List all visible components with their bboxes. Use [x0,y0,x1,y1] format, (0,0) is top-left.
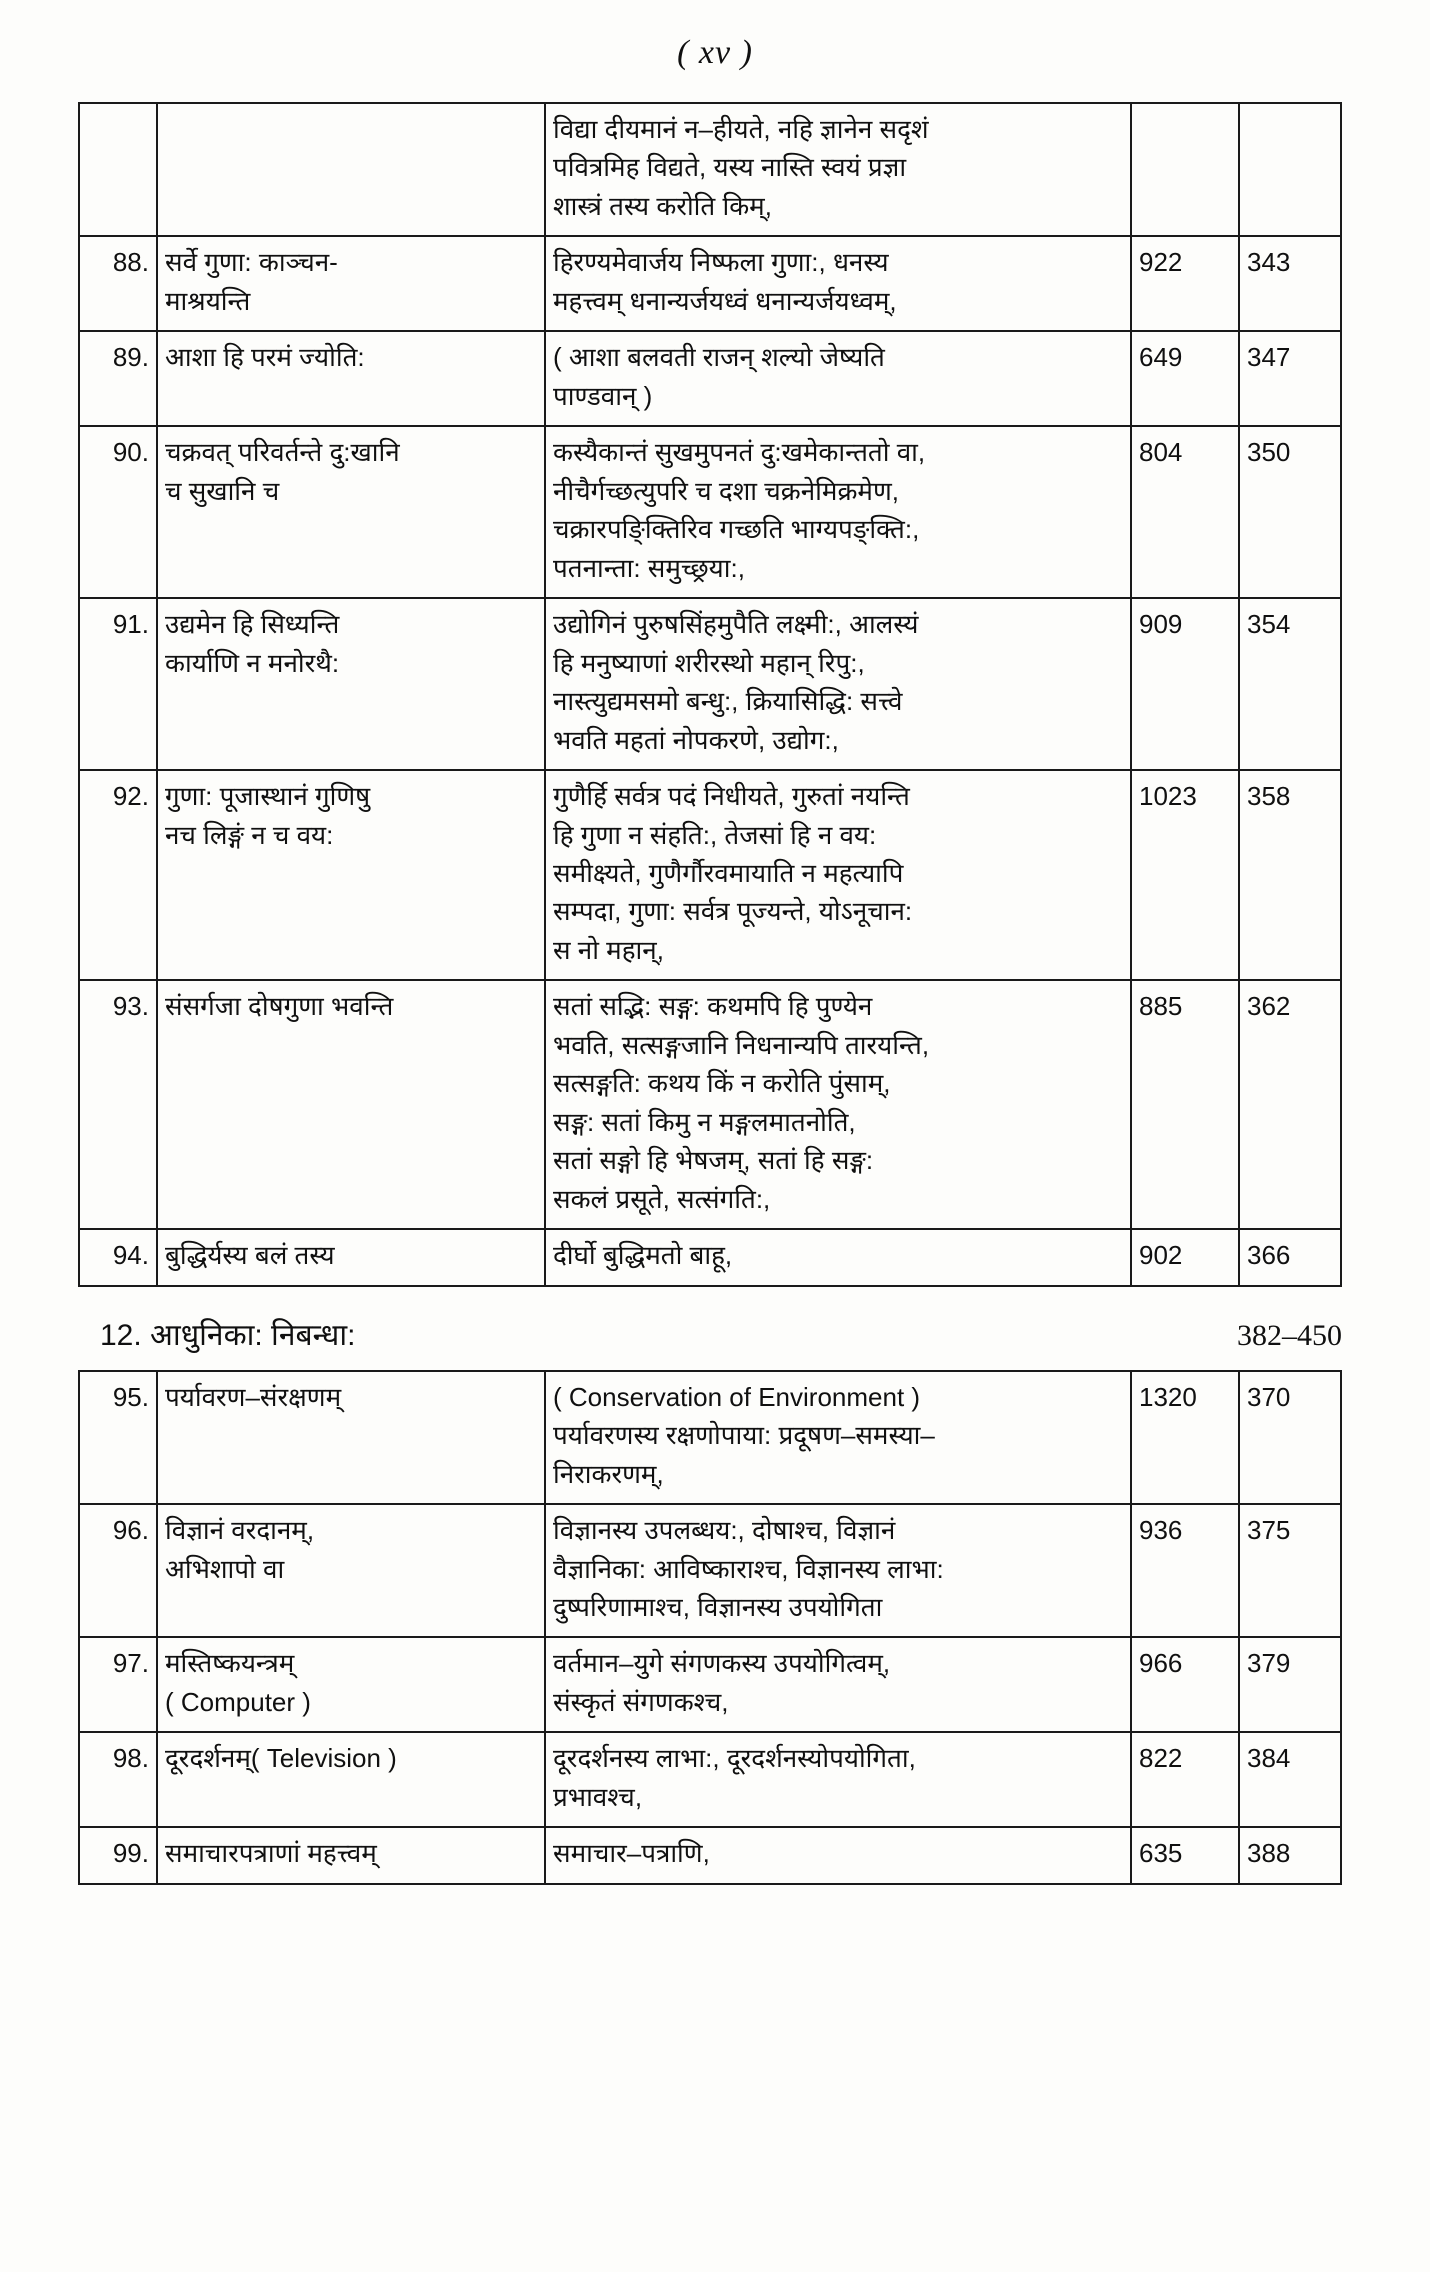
row-title [157,1229,545,1285]
row-number: 92. [79,770,157,980]
row-number [79,103,157,236]
text-line: चक्रवत् परिवर्तन्ते दु:खानि [165,437,400,468]
row-page-number [1239,103,1341,236]
text-line: उद्यमेन हि सिध्यन्ति [165,609,340,640]
text-line: पर्यावरणस्य रक्षणोपाया: प्रदूषण–समस्या– [553,1420,935,1451]
page-number: ( xv ) [677,34,753,71]
row-word-count: 804 [1131,426,1239,598]
table-row [79,236,1341,331]
row-word-count: 966 [1131,1637,1239,1732]
row-title [157,598,545,770]
text-line: सत्सङ्गति: कथय किं न करोति पुंसाम्, [553,1068,891,1099]
row-word-count: 1320 [1131,1371,1239,1504]
row-description [545,426,1131,598]
row-number: 94. [79,1229,157,1285]
row-description [545,1732,1131,1827]
text-line: समाचार–पत्राणि, [553,1838,710,1869]
row-page-number: 347 [1239,331,1341,426]
row-page-number: 384 [1239,1732,1341,1827]
row-description [545,980,1131,1229]
text-line: भवति महतां नोपकरणे, उद्योग:, [553,724,839,755]
text-line: पतनान्ता: समुच्छ्रया:, [553,552,745,583]
index-table-bottom [78,1370,1342,1885]
row-page-number: 354 [1239,598,1341,770]
row-page-number: 366 [1239,1229,1341,1285]
row-word-count: 822 [1131,1732,1239,1827]
row-page-number: 379 [1239,1637,1341,1732]
row-description [545,770,1131,980]
text-line: सतां सङ्गो हि भेषजम्, सतां हि सङ्ग: [553,1145,874,1176]
text-line: वर्तमान–युगे संगणकस्य उपयोगित्वम्, [553,1648,891,1679]
table-row [79,770,1341,980]
row-title [157,1637,545,1732]
text-line: महत्त्वम् धनान्यर्जयध्वं धनान्यर्जयध्वम्, [553,285,897,316]
row-word-count: 885 [1131,980,1239,1229]
row-title [157,770,545,980]
text-line: दूरदर्शनम्( Television ) [165,1743,397,1774]
text-line: हि गुणा न संहति:, तेजसां हि न वय: [553,819,877,850]
text-line: समाचारपत्राणां महत्त्वम् [165,1838,377,1869]
row-title [157,426,545,598]
text-line: समीक्ष्यते, गुणैर्गौरवमायाति न महत्यापि [553,857,904,888]
text-line: प्रभावश्च, [553,1781,643,1812]
table-row [79,331,1341,426]
section-heading-range: 382–450 [1237,1318,1342,1352]
table-row [79,1637,1341,1732]
index-table-top [78,102,1342,1287]
row-title [157,103,545,236]
row-description [545,103,1131,236]
text-line: ( आशा बलवती राजन् शल्यो जेष्यति [553,342,885,373]
text-line: ( Conservation of Environment ) [553,1381,921,1412]
index-table-top-wrapper [78,102,1342,1287]
row-description [545,1371,1131,1504]
row-title [157,331,545,426]
text-line: सकलं प्रसूते, सत्संगति:, [553,1183,771,1214]
text-line: दूरदर्शनस्य लाभा:, दूरदर्शनस्योपयोगिता, [553,1743,916,1774]
index-table-bottom-wrapper [78,1370,1342,1885]
table-row [79,1229,1341,1285]
row-number: 89. [79,331,157,426]
row-description [545,331,1131,426]
row-number: 96. [79,1504,157,1637]
row-number: 98. [79,1732,157,1827]
row-title [157,1732,545,1827]
row-description [545,1637,1131,1732]
text-line: चक्रारपङि्क्तिरिव गच्छति भाग्यपङ्क्ति:, [553,514,920,545]
text-line: हि मनुष्याणां शरीरस्थो महान् रिपु:, [553,647,865,678]
text-line: नीचैर्गच्छत्युपरि च दशा चक्रनेमिक्रमेण, [553,475,899,506]
row-description [545,1504,1131,1637]
text-line: सङ्ग: सतां किमु न मङ्गलमातनोति, [553,1106,856,1137]
index-table-bottom-body [79,1371,1341,1884]
text-line: विद्या दीयमानं न–हीयते, नहि ज्ञानेन सदृशं [553,114,929,144]
row-number: 95. [79,1371,157,1504]
row-number: 91. [79,598,157,770]
row-word-count: 936 [1131,1504,1239,1637]
row-word-count: 922 [1131,236,1239,331]
row-number: 93. [79,980,157,1229]
text-line: च सुखानि च [165,475,280,506]
table-row [79,1371,1341,1504]
text-line: बुद्धिर्यस्य बलं तस्य [165,1240,335,1271]
text-line: मस्तिष्कयन्त्रम् [165,1648,295,1679]
text-line: शास्त्रं तस्य करोति किम्, [553,190,772,221]
text-line: अभिशापो वा [165,1553,285,1584]
text-line: सतां सद्भि: सङ्ग: कथमपि हि पुण्येन [553,991,873,1022]
table-row [79,1732,1341,1827]
text-line: दुष्परिणामाश्च, विज्ञानस्य उपयोगिता [553,1592,883,1622]
row-page-number: 370 [1239,1371,1341,1504]
text-line: हिरण्यमेवार्जय निष्फला गुणा:, धनस्य [553,247,889,278]
row-page-number: 362 [1239,980,1341,1229]
row-title [157,236,545,331]
row-page-number: 343 [1239,236,1341,331]
text-line: संस्कृतं संगणकश्च, [553,1686,729,1717]
table-row [79,103,1341,236]
section-heading [100,1313,1342,1354]
text-line: आशा हि परमं ज्योति: [165,342,365,373]
row-word-count: 902 [1131,1229,1239,1285]
text-line: पर्यावरण–संरक्षणम् [165,1381,342,1412]
row-number: 90. [79,426,157,598]
section-heading-label: 12. आधुनिका: निबन्धा: [100,1318,356,1352]
text-line: नच लिङ्गं न च वय: [165,819,334,850]
row-word-count [1131,103,1239,236]
text-line: निराकरणम्, [553,1458,664,1489]
text-line: स नो महान्, [553,934,664,965]
row-page-number: 375 [1239,1504,1341,1637]
table-row [79,980,1341,1229]
text-line: दीर्घो बुद्धिमतो बाहू, [553,1240,733,1271]
row-description [545,236,1131,331]
text-line: कार्याणि न मनोरथै: [165,647,340,678]
row-title [157,1504,545,1637]
text-line: संसर्गजा दोषगुणा भवन्ति [165,991,394,1022]
row-description [545,1827,1131,1883]
row-word-count: 1023 [1131,770,1239,980]
row-title [157,1827,545,1883]
text-line: कस्यैकान्तं सुखमुपनतं दु:खमेकान्ततो वा, [553,437,926,468]
row-title [157,1371,545,1504]
table-row [79,426,1341,598]
text-line: सम्पदा, गुणा: सर्वत्र पूज्यन्ते, योऽनूचान: [553,896,913,927]
text-line: वैज्ञानिका: आविष्काराश्च, विज्ञानस्य लाभा: [553,1553,944,1584]
text-line: गुणैर्हि सर्वत्र पदं निधीयते, गुरुतां नयन्ति [553,781,910,812]
row-title [157,980,545,1229]
text-line: माश्रयन्ति [165,285,251,316]
row-page-number: 350 [1239,426,1341,598]
row-number: 97. [79,1637,157,1732]
index-table-top-body [79,103,1341,1286]
row-number: 88. [79,236,157,331]
row-description [545,598,1131,770]
text-line: ( Computer ) [165,1686,311,1717]
table-row [79,1504,1341,1637]
text-line: उद्योगिनं पुरुषसिंहमुपैति लक्ष्मी:, आलस्यं [553,609,919,640]
text-line: नास्त्युद्यमसमो बन्धु:, क्रियासिद्धि: सत्त्वे [553,686,903,717]
text-line: गुणा: पूजास्थानं गुणिषु [165,781,371,812]
row-word-count: 649 [1131,331,1239,426]
row-page-number: 358 [1239,770,1341,980]
row-word-count: 635 [1131,1827,1239,1883]
text-line: सर्वे गुणा: काञ्चन- [165,247,338,278]
text-line: पवित्रमिह विद्यते, यस्य नास्ति स्वयं प्रज्ञा [553,152,907,183]
text-line: पाण्डवान् ) [553,380,653,411]
text-line: विज्ञानस्य उपलब्धय:, दोषाश्च, विज्ञानं [553,1515,896,1546]
row-number: 99. [79,1827,157,1883]
row-page-number: 388 [1239,1827,1341,1883]
row-description [545,1229,1131,1285]
text-line: भवति, सत्सङ्गजानि निधनान्यपि तारयन्ति, [553,1029,930,1060]
row-word-count: 909 [1131,598,1239,770]
table-row [79,1827,1341,1883]
text-line: विज्ञानं वरदानम्, [165,1515,315,1546]
table-row [79,598,1341,770]
